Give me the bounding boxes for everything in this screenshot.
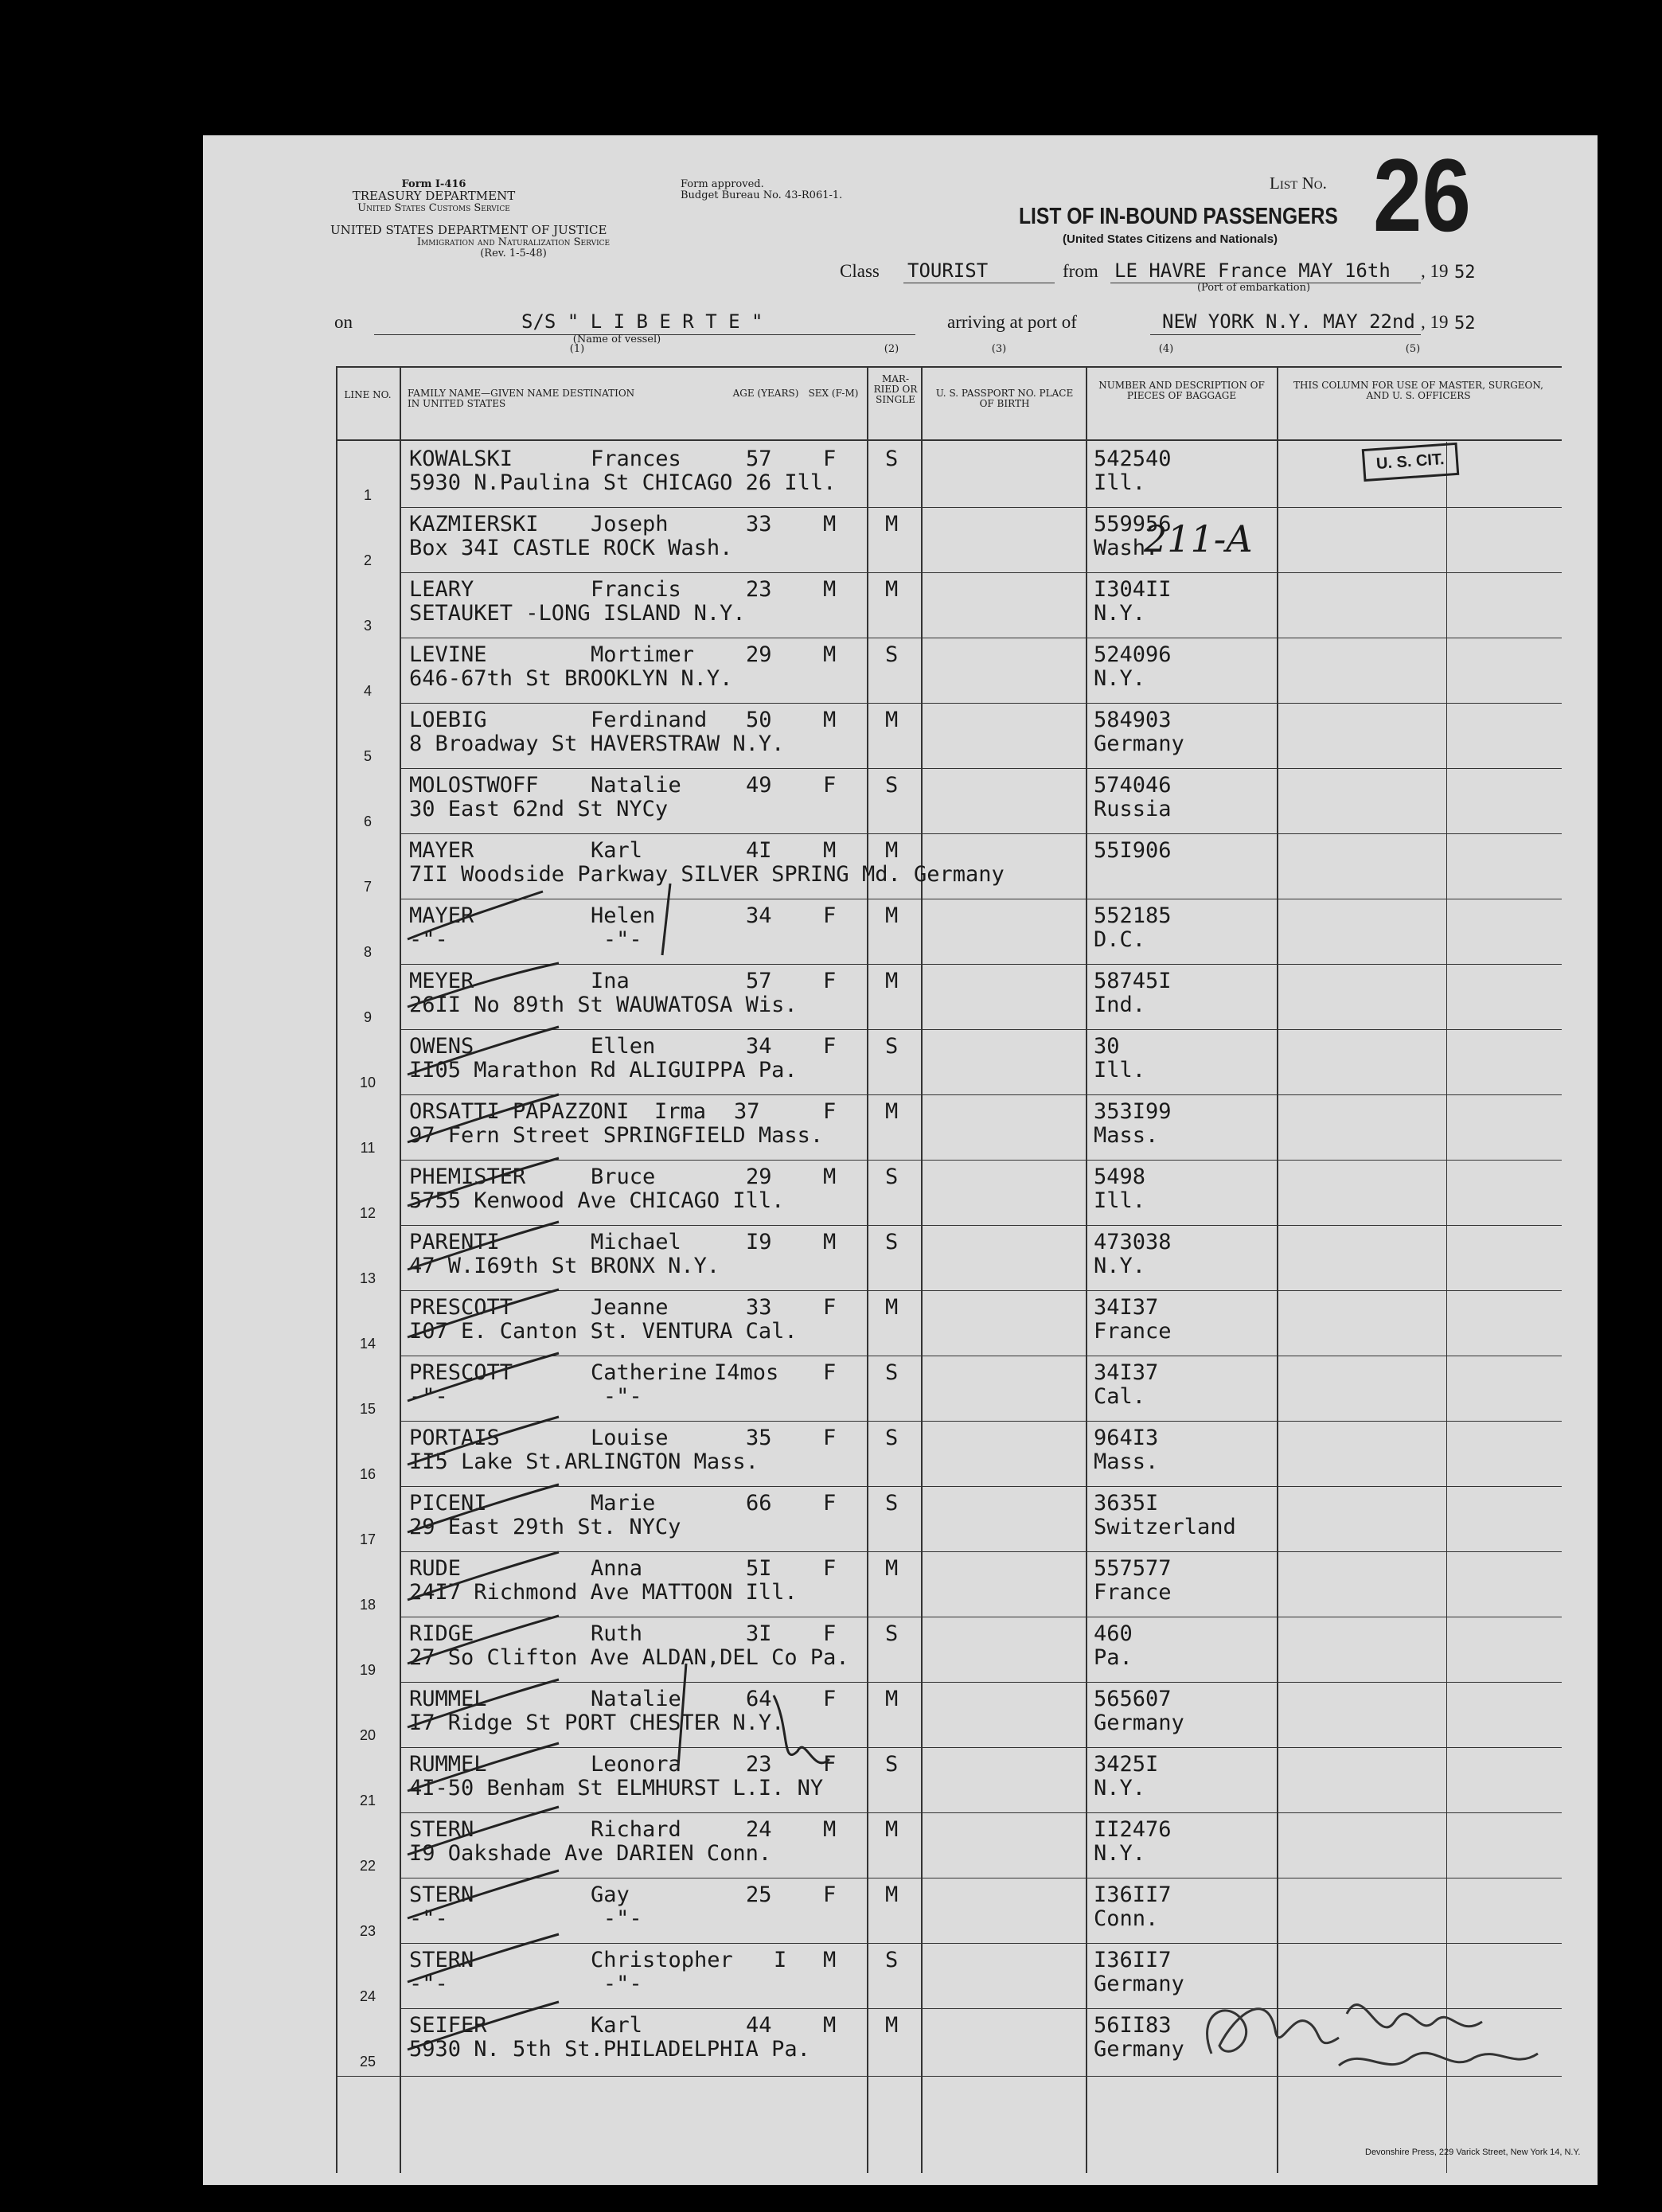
marital-status: S [885,773,899,798]
destination: Box 34I CASTLE ROCK Wash. [409,536,733,560]
place-of-birth: Conn. [1094,1906,1159,1931]
from-label: from [1063,261,1098,281]
given-name: Anna [591,1556,643,1581]
embarkation-caption: (Port of embarkation) [1196,282,1311,294]
place-of-birth: Wash. [1094,536,1159,560]
age: 4I [746,838,772,863]
place-of-birth: Germany [1094,1711,1184,1735]
row-3 [336,572,1562,638]
place-of-birth: N.Y. [1094,1841,1146,1866]
marital-status: M [885,903,899,928]
age: 33 [746,512,772,536]
sex: M [823,1165,837,1189]
arriving-underline [1150,334,1421,335]
passport-number: 56II83 [1094,2013,1172,2038]
destination: I9 Oakshade Ave DARIEN Conn. [409,1841,772,1866]
family-name: PARENTI [409,1230,500,1254]
vessel-name: S/S " L I B E R T E " [521,310,763,333]
passport-number: 552185 [1094,903,1172,928]
row-5 [336,703,1562,768]
destination: 8 Broadway St HAVERSTRAW N.Y. [409,731,785,756]
class-value: TOURIST [907,259,989,282]
form-approved: Form approved. [681,178,764,190]
marital-status: S [885,1752,899,1777]
passport-number: 34I37 [1094,1360,1159,1385]
given-name: Ina [591,969,630,993]
marital-status: M [885,838,899,863]
passport-number: 473038 [1094,1230,1172,1254]
passport-number: 460 [1094,1621,1133,1646]
sex: F [823,1426,837,1450]
passport-number: 574046 [1094,773,1172,798]
marital-status: S [885,1948,899,1972]
line-number: 1 [363,487,372,503]
age: 64 [746,1687,772,1711]
line-number: 25 [359,2054,376,2070]
age: 44 [746,2013,772,2038]
place-of-birth: France [1094,1319,1172,1344]
family-name: RUMMEL [409,1752,487,1777]
line-number: 10 [359,1075,376,1090]
line-number: 5 [363,748,372,764]
line-number: 3 [363,618,372,634]
sex: F [823,447,837,471]
destination: I7 Ridge St PORT CHESTER N.Y. [409,1711,785,1735]
age: 23 [746,1752,772,1777]
given-name: Irma [654,1099,707,1124]
manifest-page [203,135,1598,2185]
given-name: Louise [591,1426,669,1450]
place-of-birth: Germany [1094,2037,1184,2062]
sex: F [823,773,837,798]
given-name: Ellen [591,1034,656,1059]
age: 23 [746,577,772,602]
given-name: Ferdinand [591,708,708,732]
passport-number: 557577 [1094,1556,1172,1581]
given-name: Leonora [591,1752,681,1777]
age: 33 [746,1295,772,1320]
col-header-passport: U. S. PASSPORT NO. PLACE OF BIRTH [935,388,1074,409]
class-label: Class [840,261,880,281]
line-number: 20 [359,1727,376,1743]
line-number: 12 [359,1205,376,1221]
baggage-handwritten-note: 211-A [1144,517,1253,560]
sex: M [823,512,837,536]
sex: M [823,1817,837,1842]
age: 5I [746,1556,772,1581]
given-name: Catherine [591,1360,708,1385]
passport-number: I304II [1094,577,1172,602]
family-name: STERN [409,1882,474,1907]
family-name: STERN [409,1948,474,1972]
marital-status: S [885,1621,899,1646]
marital-status: S [885,1426,899,1450]
sex: M [823,1948,837,1972]
marital-status: M [885,1817,899,1842]
given-name: Jeanne [591,1295,669,1320]
passport-number: 3635I [1094,1491,1159,1516]
arr-year-prefix: , 19 [1421,312,1449,332]
destination: II05 Marathon Rd ALIGUIPPA Pa. [409,1058,798,1083]
given-name: Frances [591,447,681,471]
line-number: 15 [359,1401,376,1417]
age: 57 [746,447,772,471]
age: 37 [734,1099,760,1124]
place-of-birth: Switzerland [1094,1515,1236,1539]
sex: F [823,1621,837,1646]
line-number: 17 [359,1531,376,1547]
line-number: 23 [359,1923,376,1939]
family-name: PORTAIS [409,1426,500,1450]
passenger-table [336,366,1562,2173]
sex: F [823,1752,837,1777]
sex: F [823,1034,837,1059]
line-number: 2 [363,552,372,568]
col-header-sex: SEX (F-M) [808,388,859,399]
age: 24 [746,1817,772,1842]
line-number: 14 [359,1336,376,1352]
marital-status: M [885,2013,899,2038]
given-name: Ruth [591,1621,643,1646]
marital-status: M [885,512,899,536]
marital-status: M [885,1556,899,1581]
given-name: Joseph [591,512,669,536]
col-header-name: FAMILY NAME—GIVEN NAME DESTINATION IN UNITED STATES [408,388,635,409]
col-header-married: MAR-RIED OR SINGLE [873,373,918,405]
line-number: 22 [359,1858,376,1874]
age: I9 [746,1230,772,1254]
list-number: 26 [1373,137,1471,253]
family-name: MEYER [409,969,474,993]
place-of-birth: Ind. [1094,993,1146,1017]
revision: (Rev. 1-5-48) [480,248,547,259]
destination: 97 Fern Street SPRINGFIELD Mass. [409,1123,824,1148]
marital-status: M [885,1882,899,1907]
family-name: MOLOSTWOFF [409,773,539,798]
from-year-prefix: , 19 [1421,261,1449,281]
family-name: STERN [409,1817,474,1842]
marital-status: M [885,1295,899,1320]
sex: M [823,1230,837,1254]
line-number: 24 [359,1988,376,2004]
sex: F [823,1099,837,1124]
place-of-birth: Pa. [1094,1645,1133,1670]
line-number: 4 [363,683,372,699]
line-number: 7 [363,879,372,895]
place-of-birth: N.Y. [1094,1776,1146,1800]
sex: F [823,1687,837,1711]
place-of-birth: D.C. [1094,927,1146,952]
given-name: Karl [591,2013,643,2038]
place-of-birth: Ill. [1094,470,1146,495]
col-number-5: (5) [1405,343,1421,355]
place-of-birth: Ill. [1094,1058,1146,1083]
given-name: Natalie [591,1687,681,1711]
place-of-birth: France [1094,1580,1172,1605]
marital-status: S [885,1230,899,1254]
marital-status: S [885,1165,899,1189]
line-number: 16 [359,1466,376,1482]
destination: 4I-50 Benham St ELMHURST L.I. NY [409,1776,824,1800]
age: 29 [746,1165,772,1189]
family-name: KAZMIERSKI [409,512,539,536]
family-name: PICENI [409,1491,487,1516]
line-number: 13 [359,1270,376,1286]
family-name: SEIFER [409,2013,487,2038]
customs-service: United States Customs Service [357,202,510,214]
printer-footer: Devonshire Press, 229 Varick Street, New York 14, N.Y. [1365,2148,1581,2157]
arriving-label: arriving at port of [947,312,1077,332]
justice-dept: UNITED STATES DEPARTMENT OF JUSTICE [330,223,607,237]
from-value: LE HAVRE France MAY 16th [1114,259,1391,282]
destination: -"- -"- [409,1906,642,1931]
given-name: Richard [591,1817,681,1842]
family-name: RIDGE [409,1621,474,1646]
line-number: 18 [359,1597,376,1613]
document-title: LIST OF IN-BOUND PASSENGERS [1019,204,1338,229]
handwritten-signature [1180,1966,1562,2085]
destination: 26II No 89th St WAUWATOSA Wis. [409,993,798,1017]
passport-number: 30 [1094,1034,1120,1059]
passport-number: 34I37 [1094,1295,1159,1320]
destination: 646-67th St BROOKLYN N.Y. [409,666,733,691]
sex: F [823,1491,837,1516]
marital-status: M [885,708,899,732]
family-name: MAYER [409,838,474,863]
col-header-age: AGE (YEARS) [732,388,799,399]
age: I [774,1948,787,1972]
sex: M [823,2013,837,2038]
col-number-1: (1) [569,343,585,355]
family-name: LOEBIG [409,708,487,732]
sex: F [823,1360,837,1385]
row-2 [336,507,1562,572]
given-name: Natalie [591,773,681,798]
given-name: Michael [591,1230,681,1254]
destination: -"- -"- [409,1384,642,1409]
line-number: 21 [359,1793,376,1808]
destination: -"- -"- [409,927,642,952]
family-name: ORSATTI PAPAZZONI [409,1099,630,1124]
sex: F [823,969,837,993]
passport-number: 55I906 [1094,838,1172,863]
place-of-birth: N.Y. [1094,1254,1146,1278]
place-of-birth: Mass. [1094,1449,1159,1474]
age: 29 [746,642,772,667]
us-citizen-stamp: U. S. CIT. [1362,443,1459,482]
place-of-birth: Russia [1094,797,1172,821]
sex: F [823,1882,837,1907]
given-name: Francis [591,577,681,602]
sex: F [823,903,837,928]
destination: II5 Lake St.ARLINGTON Mass. [409,1449,759,1474]
marital-status: S [885,1360,899,1385]
passport-number: 584903 [1094,708,1172,732]
destination: 47 W.I69th St BRONX N.Y. [409,1254,720,1278]
destination: 27 So Clifton Ave ALDAN,DEL Co Pa. [409,1645,849,1670]
sex: M [823,708,837,732]
family-name: PRESCOTT [409,1360,513,1385]
age: 57 [746,969,772,993]
place-of-birth: Germany [1094,1972,1184,1996]
on-label: on [334,312,353,332]
age: 3I [746,1621,772,1646]
family-name: OWENS [409,1034,474,1059]
marital-status: S [885,1491,899,1516]
family-name: PRESCOTT [409,1295,513,1320]
sex: M [823,642,837,667]
table-top-rule [336,366,1562,368]
given-name: Mortimer [591,642,695,667]
passport-number: II2476 [1094,1817,1172,1842]
passport-number: 353I99 [1094,1099,1172,1124]
age: 35 [746,1426,772,1450]
given-name: Christopher [591,1948,733,1972]
col-number-3: (3) [991,343,1007,355]
place-of-birth: Cal. [1094,1384,1146,1409]
table-header-rule [336,439,1562,441]
given-name: Helen [591,903,656,928]
age: 34 [746,903,772,928]
family-name: LEVINE [409,642,487,667]
col-number-2: (2) [884,343,899,355]
destination: 30 East 62nd St NYCy [409,797,669,821]
age: I4mos [714,1360,779,1385]
marital-status: S [885,1034,899,1059]
line-number: 6 [363,813,372,829]
marital-status: S [885,447,899,471]
document-subtitle: (United States Citizens and Nationals) [1063,232,1278,246]
destination: SETAUKET -LONG ISLAND N.Y. [409,601,746,626]
family-name: RUMMEL [409,1687,487,1711]
given-name: Marie [591,1491,656,1516]
age: 50 [746,708,772,732]
age: 49 [746,773,772,798]
col-header-line: LINE NO. [344,389,392,400]
sex: F [823,1295,837,1320]
destination: 29 East 29th St. NYCy [409,1515,681,1539]
passport-number: 565607 [1094,1687,1172,1711]
treasury-dept: TREASURY DEPARTMENT [352,189,516,203]
place-of-birth: N.Y. [1094,601,1146,626]
given-name: Karl [591,838,643,863]
family-name: LEARY [409,577,474,602]
line-number: 9 [363,1009,372,1025]
passport-number: 524096 [1094,642,1172,667]
age: 66 [746,1491,772,1516]
given-name: Bruce [591,1165,656,1189]
col-number-4: (4) [1158,343,1174,355]
destination: I07 E. Canton St. VENTURA Cal. [409,1319,798,1344]
cancellation-strokes [400,812,893,2101]
marital-status: S [885,642,899,667]
sex: M [823,838,837,863]
arr-year: 52 [1454,314,1476,334]
col-header-baggage: NUMBER AND DESCRIPTION OF PIECES OF BAGGAGE [1098,380,1265,401]
vessel-caption: (Name of vessel) [572,334,661,345]
sex: F [823,1556,837,1581]
line-number: 8 [363,944,372,960]
destination: 24I7 Richmond Ave MATTOON Ill. [409,1580,798,1605]
place-of-birth: Ill. [1094,1188,1146,1213]
destination: 5755 Kenwood Ave CHICAGO Ill. [409,1188,785,1213]
passport-number: 559956 [1094,512,1172,536]
family-name: RUDE [409,1556,462,1581]
destination: 5930 N.Paulina St CHICAGO 26 Ill. [409,470,837,495]
destination: 5930 N. 5th St.PHILADELPHIA Pa. [409,2037,810,2062]
age: 34 [746,1034,772,1059]
from-year: 52 [1454,263,1476,283]
sex: M [823,577,837,602]
passport-number: 964I3 [1094,1426,1159,1450]
age: 25 [746,1882,772,1907]
line-number: 11 [360,1140,376,1156]
line-number: 19 [359,1662,376,1678]
place-of-birth: Mass. [1094,1123,1159,1148]
family-name: MAYER [409,903,474,928]
place-of-birth: Germany [1094,731,1184,756]
passport-number: I36II7 [1094,1882,1172,1907]
family-name: KOWALSKI [409,447,513,471]
row-4 [336,638,1562,703]
ins-service: Immigration and Naturalization Service [416,236,611,248]
passport-number: 542540 [1094,447,1172,471]
destination: -"- -"- [409,1972,642,1996]
place-of-birth: N.Y. [1094,666,1146,691]
destination: 7II Woodside Parkway SILVER SPRING Md. Germany [409,862,1005,887]
marital-status: M [885,1099,899,1124]
arriving-value: NEW YORK N.Y. MAY 22nd [1162,310,1415,333]
passport-number: 3425I [1094,1752,1159,1777]
col-header-officers: THIS COLUMN FOR USE OF MASTER, SURGEON, AND U. S. OFFICERS [1293,380,1543,401]
given-name: Gay [591,1882,630,1907]
marital-status: M [885,577,899,602]
marital-status: M [885,1687,899,1711]
form-number: Form I-416 [401,178,466,190]
budget-bureau: Budget Bureau No. 43-R061-1. [681,189,843,201]
passport-number: 58745I [1094,969,1172,993]
passport-number: 5498 [1094,1165,1146,1189]
passport-number: I36II7 [1094,1948,1172,1972]
marital-status: M [885,969,899,993]
list-no-label: List No. [1270,174,1327,193]
family-name: PHEMISTER [409,1165,526,1189]
